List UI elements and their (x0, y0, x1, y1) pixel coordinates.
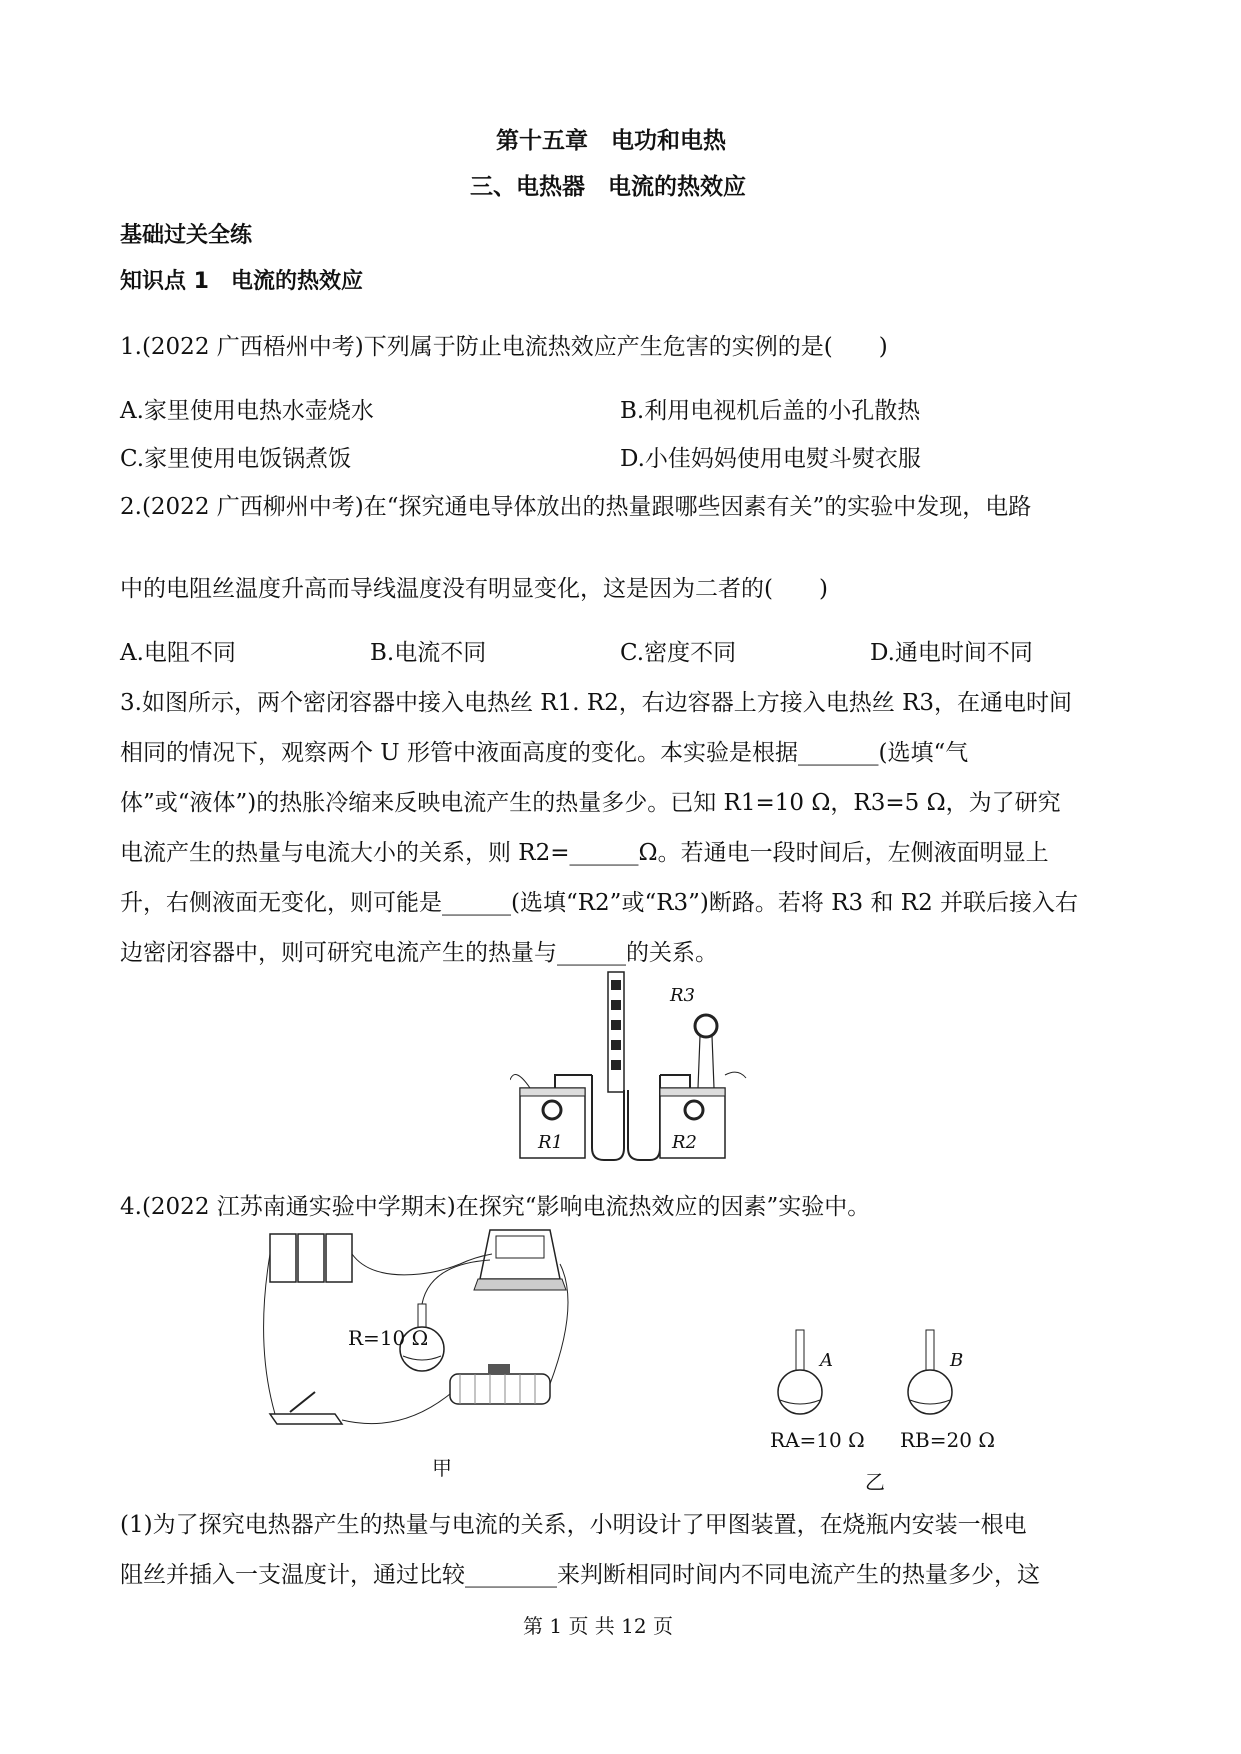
q1-option-c: C.家里使用电饭锅煮饭 (120, 446, 352, 472)
q4-yi-ra-label: RA=10 Ω (770, 1428, 865, 1452)
q2-option-d: D.通电时间不同 (870, 640, 1033, 666)
q3-line-3: 体”或“液体”)的热胀冷缩来反映电流产生的热量多少。已知 R1=10 Ω，R3=5 Ω，为了研究 (120, 790, 1061, 816)
q2-option-b: B.电流不同 (370, 640, 487, 666)
q2-option-c: C.密度不同 (620, 640, 737, 666)
q3-line-5: 升，右侧液面无变化，则可能是______(选填“R2”或“R3”)断路。若将 R3 和 R2 并联后接入右 (120, 890, 1079, 916)
q4-jia-r-label: R=10 Ω (348, 1326, 429, 1350)
q2-option-a: A.电阻不同 (120, 640, 236, 666)
q3-label-r1: R1 (538, 1132, 564, 1153)
q4-figure-yi (770, 1320, 970, 1430)
chapter-title: 第十五章 电功和电热 (496, 128, 726, 154)
q4-yi-flask-b: B (950, 1350, 964, 1371)
q3-label-r3: R3 (670, 985, 696, 1006)
section-title: 三、电热器 电流的热效应 (470, 174, 746, 200)
q4-figure-jia (260, 1224, 620, 1444)
q1-stem: 1.(2022 广西梧州中考)下列属于防止电流热效应产生危害的实例的是( ) (120, 334, 888, 360)
q4-yi-caption: 乙 (865, 1470, 885, 1494)
q2-stem-line1: 2.(2022 广西柳州中考)在“探究通电导体放出的热量跟哪些因素有关”的实验中发现，电路 (120, 494, 1032, 520)
practice-title: 基础过关全练 (120, 223, 253, 248)
page-number: 第 1 页 共 12 页 (523, 1614, 673, 1638)
q3-line-6: 边密闭容器中，则可研究电流产生的热量与______的关系。 (120, 940, 718, 966)
knowledge-point-title: 知识点 1 电流的热效应 (120, 269, 363, 294)
q3-line-2: 相同的情况下，观察两个 U 形管中液面高度的变化。本实验是根据_______(选填“气 (120, 740, 969, 766)
q4-stem: 4.(2022 江苏南通实验中学期末)在探究“影响电流热效应的因素”实验中。 (120, 1194, 871, 1220)
q4-sub1-line2: 阻丝并插入一支温度计，通过比较________来判断相同时间内不同电流产生的热量多少，这 (120, 1562, 1040, 1588)
q2-stem-line2: 中的电阻丝温度升高而导线温度没有明显变化，这是因为二者的( ) (120, 576, 828, 602)
q1-option-a: A.家里使用电热水壶烧水 (120, 398, 374, 424)
q3-line-1: 3.如图所示，两个密闭容器中接入电热丝 R1. R2，右边容器上方接入电热丝 R3，在通电时间 (120, 690, 1073, 716)
q4-jia-caption: 甲 (432, 1456, 452, 1480)
q4-yi-flask-a: A (820, 1350, 833, 1371)
q1-option-b: B.利用电视机后盖的小孔散热 (620, 398, 921, 424)
q3-line-4: 电流产生的热量与电流大小的关系，则 R2=______Ω。若通电一段时间后，左侧液面明显上 (120, 840, 1049, 866)
q3-label-r2: R2 (672, 1132, 698, 1153)
q4-sub1-line1: (1)为了探究电热器产生的热量与电流的关系，小明设计了甲图装置，在烧瓶内安装一根电 (120, 1512, 1027, 1538)
q1-option-d: D.小佳妈妈使用电熨斗熨衣服 (620, 446, 921, 472)
q4-yi-rb-label: RB=20 Ω (900, 1428, 995, 1452)
